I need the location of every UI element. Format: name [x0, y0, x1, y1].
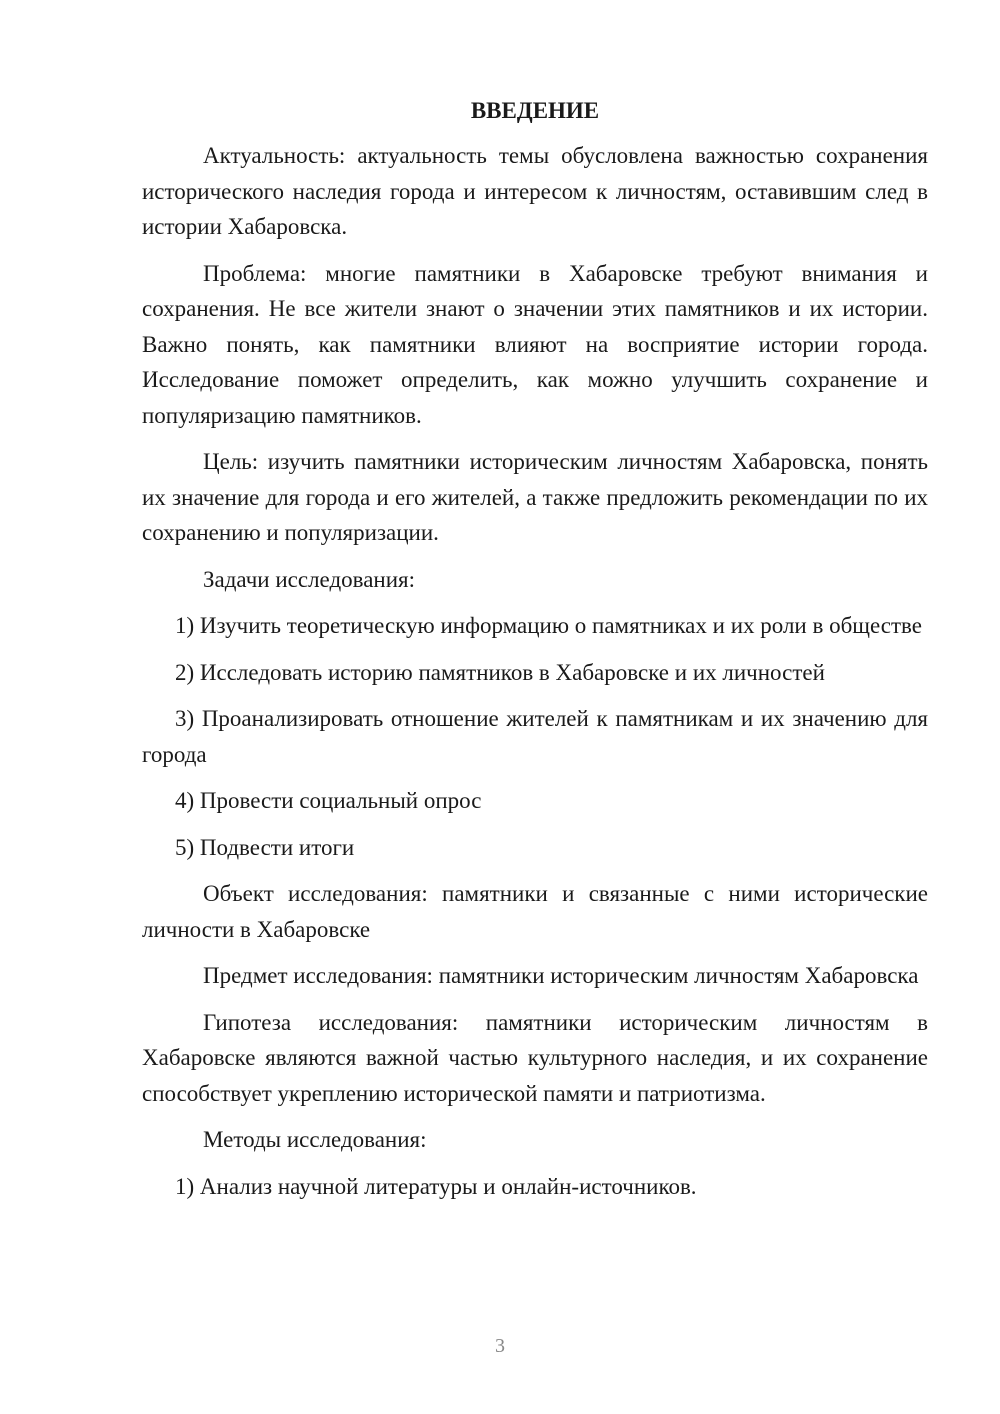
goal-paragraph: Цель: изучить памятники историческим личностям Хабаровска, понять их значение для города и его жителей, а также предложить рекомендации по их сохранению и популяризации.: [142, 449, 928, 545]
task-item: 5) Подвести итоги: [175, 834, 355, 860]
page-body: [142, 95, 928, 1215]
subject-paragraph: Предмет исследования: памятники историческим личностям Хабаровска: [203, 963, 919, 988]
page-number: 3: [495, 1335, 505, 1357]
hypothesis-paragraph: Гипотеза исследования: памятники историческим личностям в Хабаровске являются важной частью культурного наследия, и их сохранение способствует укреплению исторической памяти и патриотизма.: [142, 1009, 928, 1106]
task-item: 2) Исследовать историю памятников в Хабаровске и их личностей: [175, 659, 825, 685]
relevance-paragraph: Актуальность: актуальность темы обусловлена важностью сохранения исторического наследия города и интересом к личностям, оставившим след в истории Хабаровска.: [142, 143, 928, 239]
object-paragraph: Объект исследования: памятники и связанные с ними исторические личности в Хабаровске: [142, 881, 928, 942]
method-item: 1) Анализ научной литературы и онлайн-источников.: [175, 1173, 697, 1199]
task-item: 4) Провести социальный опрос: [175, 788, 482, 813]
tasks-heading: Задачи исследования:: [203, 566, 416, 592]
section-title: ВВЕДЕНИЕ: [470, 98, 600, 123]
task-item: 3) Проанализировать отношение жителей к памятникам и их значению для города: [142, 706, 928, 767]
problem-paragraph: Проблема: многие памятники в Хабаровске требуют внимания и сохранения. Не все жители знают о значении этих памятников и их истории. Важно понять, как памятники влияют на восприятие истории города. Исследование поможет определить, как можно улучшить сохранение и популяризацию памятников.: [142, 260, 928, 428]
methods-heading: Методы исследования:: [203, 1127, 427, 1152]
task-item: 1) Изучить теоретическую информацию о памятниках и их роли в обществе: [175, 613, 922, 638]
